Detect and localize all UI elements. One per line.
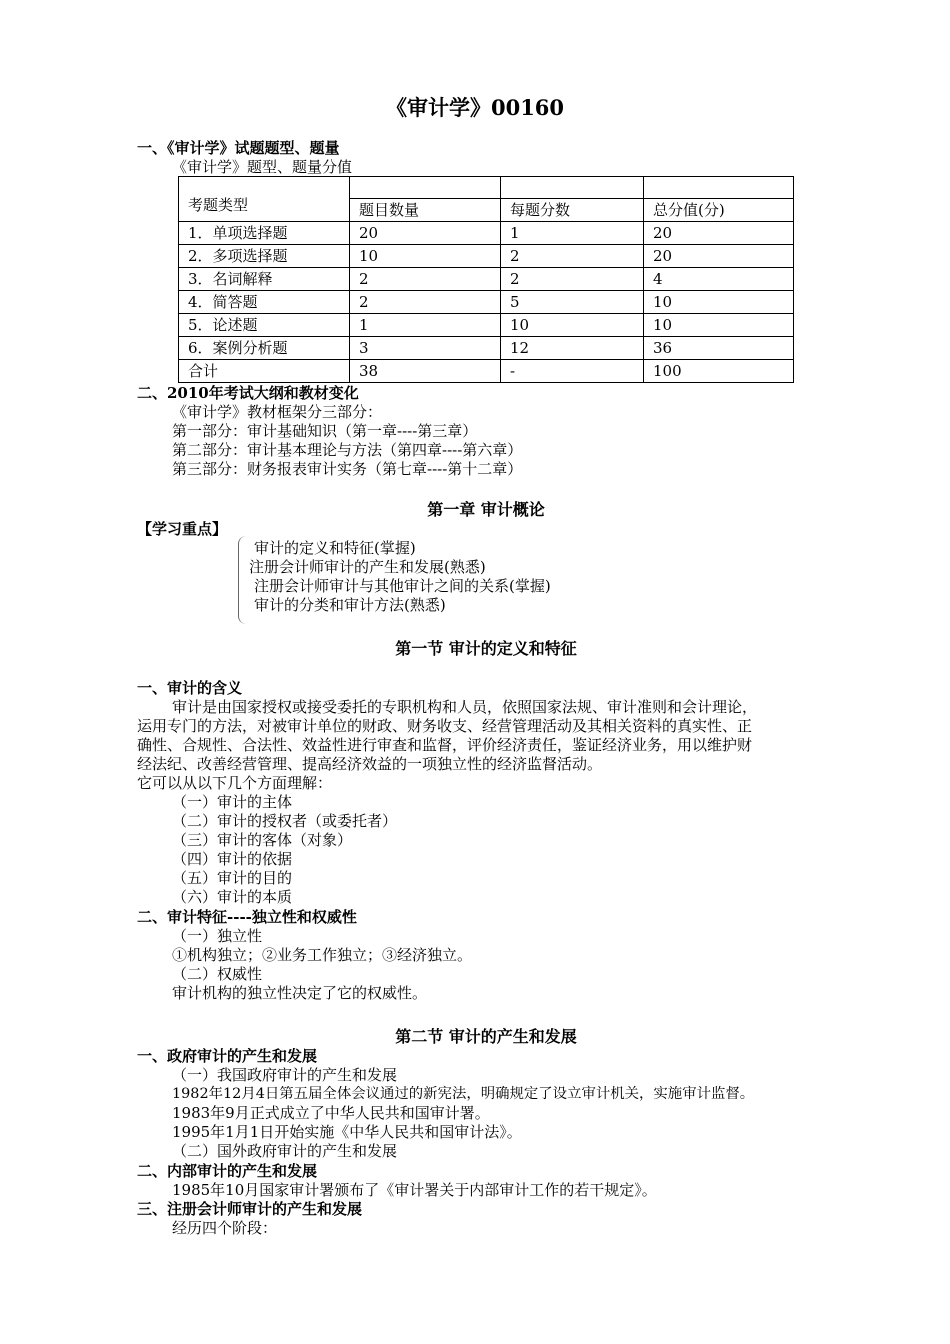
sub-heading: 一、政府审计的产生和发展 [137, 1047, 318, 1065]
cell: 1．单项选择题 [179, 222, 350, 245]
cell: 38 [350, 360, 501, 383]
cell: 5 [501, 291, 644, 314]
cell: 10 [350, 245, 501, 268]
section-heading: 二、2010年考试大纲和教材变化 [137, 384, 359, 402]
text-line: 第三部分：财务报表审计实务（第七章----第十二章） [172, 460, 523, 478]
cell: 2．多项选择题 [179, 245, 350, 268]
question-type-table [178, 176, 794, 383]
chapter-title: 第一章 审计概论 [427, 500, 545, 519]
text-line: 审计机构的独立性决定了它的权威性。 [172, 984, 428, 1002]
header-cell: 考题类型 [179, 177, 350, 222]
cell: 36 [644, 337, 794, 360]
header-cell: 每题分数 [501, 199, 644, 222]
text-line: 1995年1月1日开始实施《中华人民共和国审计法》。 [172, 1123, 522, 1141]
cell: 10 [501, 314, 644, 337]
section-title: 第一节 审计的定义和特征 [395, 639, 577, 658]
paragraph-line: 经法纪、改善经营管理、提高经济效益的一项独立性的经济监督活动。 [137, 755, 603, 773]
text-line: 《审计学》教材框架分三部分： [172, 403, 383, 421]
blank-cell [350, 177, 501, 199]
cell: 20 [644, 222, 794, 245]
paragraph-line: 确性、合规性、合法性、效益性进行审查和监督，评价经济责任，鉴证经济业务，用以维护财 [137, 736, 753, 754]
list-item: （六）审计的本质 [172, 888, 293, 906]
cell: 2 [350, 291, 501, 314]
cell: 2 [350, 268, 501, 291]
cell: 1 [350, 314, 501, 337]
paragraph-line: 运用专门的方法，对被审计单位的财政、财务收支、经营管理活动及其相关资料的真实性、正 [137, 717, 753, 735]
header-cell: 题目数量 [350, 199, 501, 222]
text-line: 经历四个阶段： [172, 1219, 278, 1237]
cell: - [501, 360, 644, 383]
list-item: （四）审计的依据 [172, 850, 293, 868]
page-title: 《审计学》00160 [385, 95, 565, 120]
cell: 10 [644, 291, 794, 314]
focus-item: 注册会计师审计的产生和发展(熟悉) [249, 558, 486, 576]
table-row [179, 337, 794, 360]
table-row [179, 291, 794, 314]
text-line: 第二部分：审计基本理论与方法（第四章----第六章） [172, 441, 523, 459]
cell: 10 [644, 314, 794, 337]
sub-heading: 二、审计特征----独立性和权威性 [137, 908, 357, 926]
list-item: （五）审计的目的 [172, 869, 293, 887]
cell: 4．简答题 [179, 291, 350, 314]
paragraph-line: 审计是由国家授权或接受委托的专职机构和人员，依照国家法规、审计准则和会计理论， [172, 698, 758, 716]
header-cell: 总分值(分) [644, 199, 794, 222]
cell: 20 [644, 245, 794, 268]
cell: 5．论述题 [179, 314, 350, 337]
cell: 12 [501, 337, 644, 360]
focus-item: 注册会计师审计与其他审计之间的关系(掌握) [254, 577, 551, 595]
brace-bracket [238, 536, 247, 624]
cell: 1 [501, 222, 644, 245]
cell: 2 [501, 245, 644, 268]
cell: 100 [644, 360, 794, 383]
list-item: （三）审计的客体（对象） [172, 831, 353, 849]
section-heading: 一、《审计学》试题题型、题量 [137, 139, 340, 157]
cell: 4 [644, 268, 794, 291]
focus-label: 【学习重点】 [137, 520, 228, 538]
table-row [179, 222, 794, 245]
table-row [179, 314, 794, 337]
text-line: ①机构独立；②业务工作独立；③经济独立。 [172, 946, 473, 964]
cell: 合计 [179, 360, 350, 383]
cell: 20 [350, 222, 501, 245]
text-line: 它可以从以下几个方面理解： [137, 774, 333, 792]
blank-cell [501, 177, 644, 199]
list-item: （二）审计的授权者（或委托者） [172, 812, 398, 830]
table-caption: 《审计学》题型、题量分值 [172, 158, 353, 176]
focus-item: 审计的定义和特征(掌握) [254, 539, 416, 557]
section-title: 第二节 审计的产生和发展 [395, 1027, 577, 1046]
list-item: （一）审计的主体 [172, 793, 293, 811]
text-line: 1985年10月国家审计署颁布了《审计署关于内部审计工作的若干规定》。 [172, 1181, 657, 1199]
focus-item: 审计的分类和审计方法(熟悉) [254, 596, 446, 614]
text-line: 1983年9月正式成立了中华人民共和国审计署。 [172, 1104, 490, 1122]
blank-cell [644, 177, 794, 199]
list-item: （一）独立性 [172, 927, 263, 945]
table-row [179, 245, 794, 268]
table-row [179, 360, 794, 383]
cell: 3 [350, 337, 501, 360]
cell: 3．名词解释 [179, 268, 350, 291]
sub-heading: 三、注册会计师审计的产生和发展 [137, 1200, 363, 1218]
list-item: （二）国外政府审计的产生和发展 [172, 1142, 398, 1160]
sub-heading: 二、内部审计的产生和发展 [137, 1162, 318, 1180]
list-item: （一）我国政府审计的产生和发展 [172, 1066, 398, 1084]
text-line: 第一部分：审计基础知识（第一章----第三章） [172, 422, 478, 440]
list-item: （二）权威性 [172, 965, 263, 983]
cell: 2 [501, 268, 644, 291]
sub-heading: 一、审计的含义 [137, 679, 243, 697]
text-line: 1982年12月4日第五届全体会议通过的新宪法，明确规定了设立审计机关，实施审计监督。 [172, 1086, 755, 1102]
cell: 6．案例分析题 [179, 337, 350, 360]
table-row [179, 268, 794, 291]
